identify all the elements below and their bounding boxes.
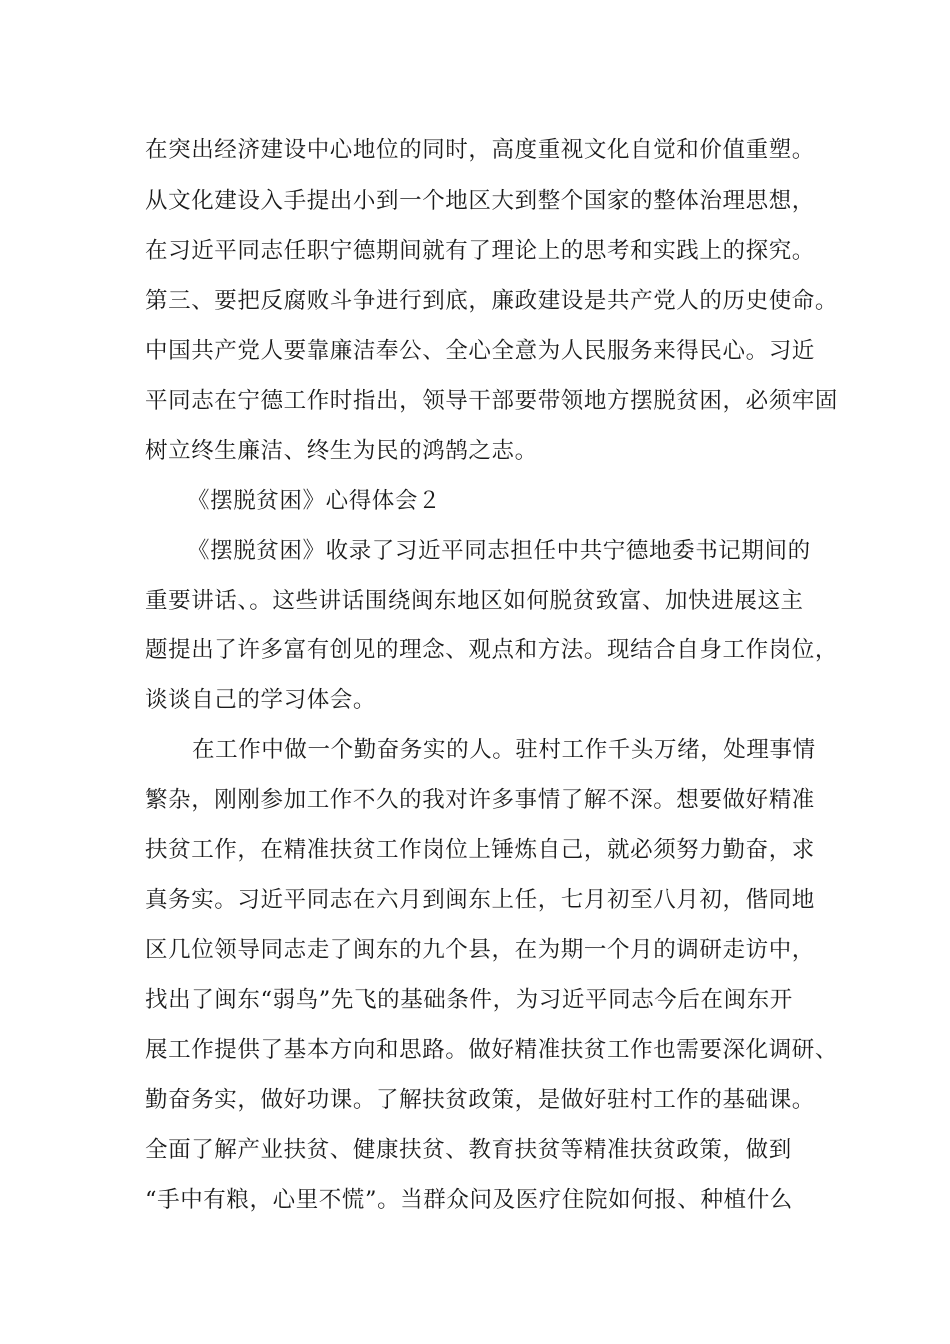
paragraph-line: 真务实。习近平同志在六月到闽东上任，七月初至八月初，偕同地 <box>145 887 815 913</box>
paragraph-line: 树立终生廉洁、终生为民的鸿鹄之志。 <box>145 438 538 464</box>
paragraph-line: 谈谈自己的学习体会。 <box>145 687 377 713</box>
paragraph-line: 勤奋务实，做好功课。了解扶贫政策，是做好驻村工作的基础课。 <box>145 1087 815 1113</box>
paragraph-line: 在习近平同志任职宁德期间就有了理论上的思考和实践上的探究。 <box>145 238 815 264</box>
paragraph-line: 《摆脱贫困》收录了习近平同志担任中共宁德地委书记期间的 <box>187 538 811 564</box>
paragraph-line: 平同志在宁德工作时指出，领导干部要带领地方摆脱贫困，必须牢固 <box>145 388 839 414</box>
paragraph-line: “手中有粮，心里不慌”。当群众问及医疗住院如何报、种植什么 <box>145 1187 793 1213</box>
paragraph-line: 题提出了许多富有创见的理念、观点和方法。现结合自身工作岗位， <box>145 637 839 663</box>
paragraph-line: 扶贫工作，在精准扶贫工作岗位上锤炼自己，就必须努力勤奋，求 <box>145 837 815 863</box>
paragraph-line: 全面了解产业扶贫、健康扶贫、教育扶贫等精准扶贫政策，做到 <box>145 1137 792 1163</box>
paragraph-line: 在工作中做一个勤奋务实的人。驻村工作千头万绪，处理事情 <box>192 737 816 763</box>
paragraph-line: 繁杂，刚刚参加工作不久的我对许多事情了解不深。想要做好精准 <box>145 787 815 813</box>
paragraph-line: 展工作提供了基本方向和思路。做好精准扶贫工作也需要深化调研、 <box>145 1037 839 1063</box>
paragraph-line: 从文化建设入手提出小到一个地区大到整个国家的整体治理思想， <box>145 188 815 214</box>
section-heading: 《摆脱贫困》心得体会２ <box>187 488 442 514</box>
paragraph-line: 在突出经济建设中心地位的同时，高度重视文化自觉和价值重塑。 <box>145 137 815 163</box>
paragraph-line: 区几位领导同志走了闽东的九个县，在为期一个月的调研走访中， <box>145 937 815 963</box>
paragraph-line: 中国共产党人要靠廉洁奉公、全心全意为人民服务来得民心。习近 <box>145 338 815 364</box>
paragraph-line: 重要讲话、。这些讲话围绕闽东地区如何脱贫致富、加快进展这主 <box>145 588 804 614</box>
paragraph-line: 第三、要把反腐败斗争进行到底，廉政建设是共产党人的历史使命。 <box>145 288 839 314</box>
paragraph-line: 找出了闽东“弱鸟”先飞的基础条件，为习近平同志今后在闽东开 <box>145 987 793 1013</box>
